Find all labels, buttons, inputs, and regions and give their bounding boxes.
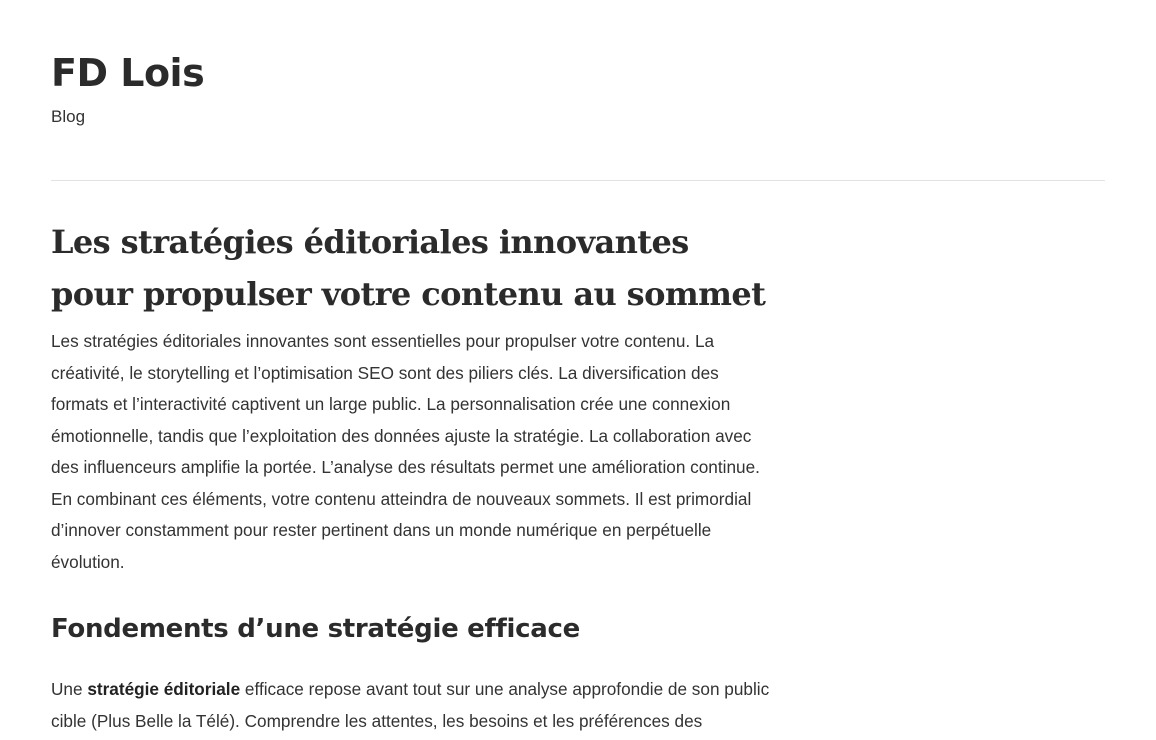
header-divider — [51, 180, 1105, 181]
article-intro: Les stratégies éditoriales innovantes sont essentielles pour propulser votre contenu. La créativité, le storytelling et l’optimisation SEO sont des piliers clés. La diversification des formats et l’interactivité captivent un large public. La personnalisation crée une connexion émotionnelle, tandis que l’exploitation des données ajuste la stratégie. La collaboration avec des influenceurs amplifie la portée. L’analyse des résultats permet une amélioration continue. En combinant ces éléments, votre contenu atteindra de nouveaux sommets. Il est primordial d’innover constamment pour rester pertinent dans un monde numérique en perpétuelle évolution. — [51, 331, 760, 572]
site-header — [51, 48, 204, 128]
section-heading: Fondements d’une stratégie efficace — [51, 614, 580, 644]
section-para-bold: stratégie éditoriale — [87, 679, 241, 699]
article-title: Les stratégies éditoriales innovantes pour propulser votre contenu au sommet — [51, 223, 766, 313]
article — [51, 216, 776, 737]
site-title-link[interactable]: FD Lois — [51, 51, 205, 95]
section-para-end: efficace repose avant tout sur une analyse approfondie de son public cible (Plus Belle la Télé). Comprendre les attentes, les besoins et les préférences des — [51, 679, 770, 731]
section-para-start: Une — [51, 679, 88, 699]
site-tagline: Blog — [51, 107, 86, 126]
section-paragraph — [51, 674, 776, 737]
